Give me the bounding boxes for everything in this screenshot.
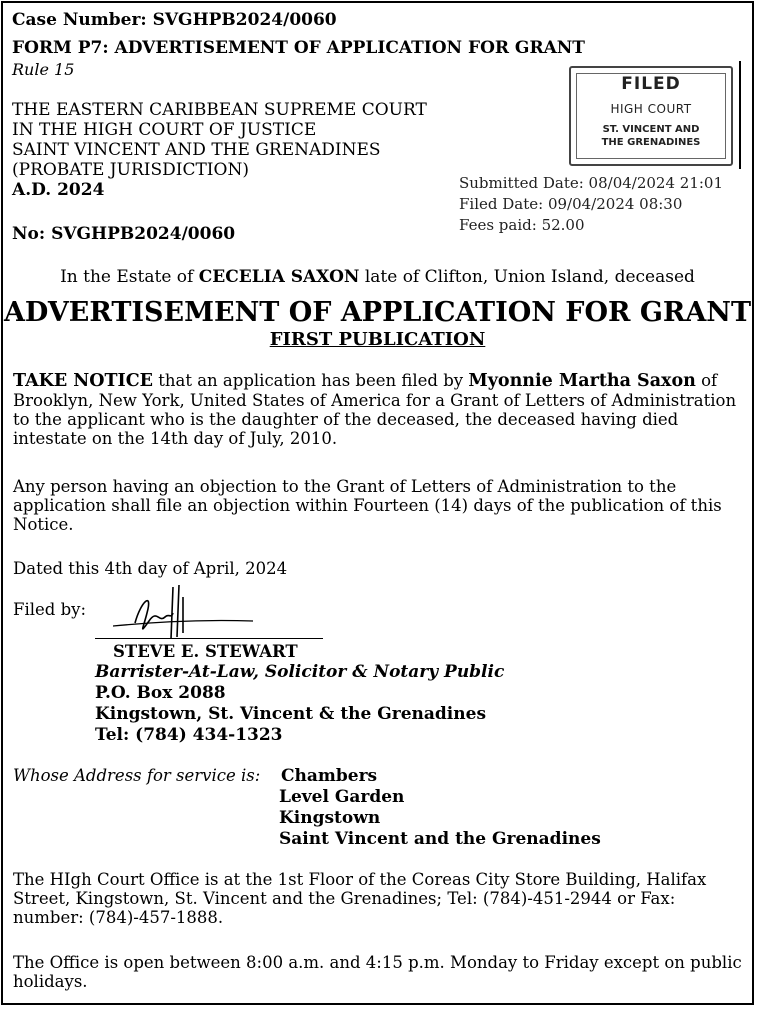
estate-prefix: In the Estate of [60, 267, 199, 287]
rule-reference: Rule 15 [12, 60, 75, 79]
deceased-name: CECELIA SAXON [198, 267, 360, 287]
service-line-1: Chambers [281, 766, 378, 786]
attorney-po-box: P.O. Box 2088 [95, 683, 226, 703]
estate-line [3, 267, 752, 287]
stamp-side-rule [739, 61, 741, 169]
court-line-1: THE EASTERN CARIBBEAN SUPREME COURT [12, 100, 427, 120]
filed-date: Filed Date: 09/04/2024 08:30 [459, 195, 683, 213]
objection-paragraph: Any person having an objection to the Grant of Letters of Administration to the application shall file an objection within Fourteen (14) days of the publication of this Notice. [13, 477, 722, 534]
case-number: Case Number: SVGHPB2024/0060 [12, 10, 337, 30]
estate-suffix: late of Clifton, Union Island, deceased [359, 267, 695, 287]
year: A.D. 2024 [12, 180, 105, 200]
attorney-name: STEVE E. STEWART [113, 642, 298, 661]
stamp-place-line-1: ST. VINCENT AND [602, 124, 700, 135]
dated-line: Dated this 4th day of April, 2024 [13, 559, 288, 578]
stamp-court: HIGH COURT [610, 102, 692, 116]
court-line-2: IN THE HIGH COURT OF JUSTICE [12, 120, 317, 140]
form-title: FORM P7: ADVERTISEMENT OF APPLICATION FOR GRANT [12, 38, 585, 58]
court-line-3: SAINT VINCENT AND THE GRENADINES [12, 140, 381, 160]
service-line-3: Kingstown [279, 808, 381, 828]
notice-paragraph [13, 371, 748, 448]
stamp-filed: FILED [621, 74, 681, 94]
attorney-tel: Tel: (784) 434-1323 [95, 725, 283, 745]
applicant-name: Myonnie Martha Saxon [468, 371, 696, 391]
notice-text-2: of Brooklyn, New York, United States of America for a Grant of Letters of Administration to the applicant who is the daughter of the deceased, the deceased having died intestate on the 14th day of July, 2010. [13, 371, 737, 448]
submitted-date: Submitted Date: 08/04/2024 21:01 [459, 174, 724, 192]
fees-paid: Fees paid: 52.00 [459, 216, 585, 234]
advertisement-notice [1, 1, 754, 1005]
attorney-city: Kingstown, St. Vincent & the Grenadines [95, 704, 487, 724]
service-line-4: Saint Vincent and the Grenadines [279, 829, 601, 849]
headline: ADVERTISEMENT OF APPLICATION FOR GRANT [3, 297, 752, 328]
service-label: Whose Address for service is: [13, 766, 261, 785]
filed-by-label: Filed by: [13, 600, 87, 619]
filed-stamp [569, 66, 733, 166]
hours-paragraph: The Office is open between 8:00 a.m. and 4:15 p.m. Monday to Friday except on public holidays. [13, 953, 742, 991]
office-paragraph: The HIgh Court Office is at the 1st Floor of the Coreas City Store Building, Halifax Street, Kingstown, St. Vincent and the Grenadines; Tel: (784)-451-2944 or Fax: number: (784)-457-1888. [13, 870, 707, 927]
publication-label: FIRST PUBLICATION [269, 329, 486, 350]
service-line-2: Level Garden [279, 787, 405, 807]
stamp-place-line-2: THE GRENADINES [601, 137, 701, 148]
notice-text-1: that an application has been filed by [153, 371, 469, 390]
court-line-4: (PROBATE JURISDICTION) [12, 160, 249, 180]
take-notice: TAKE NOTICE [13, 371, 153, 391]
signature-image [113, 583, 263, 645]
signature-line [95, 638, 323, 639]
attorney-title: Barrister-At-Law, Solicitor & Notary Public [95, 662, 505, 682]
court-number: No: SVGHPB2024/0060 [12, 224, 236, 244]
